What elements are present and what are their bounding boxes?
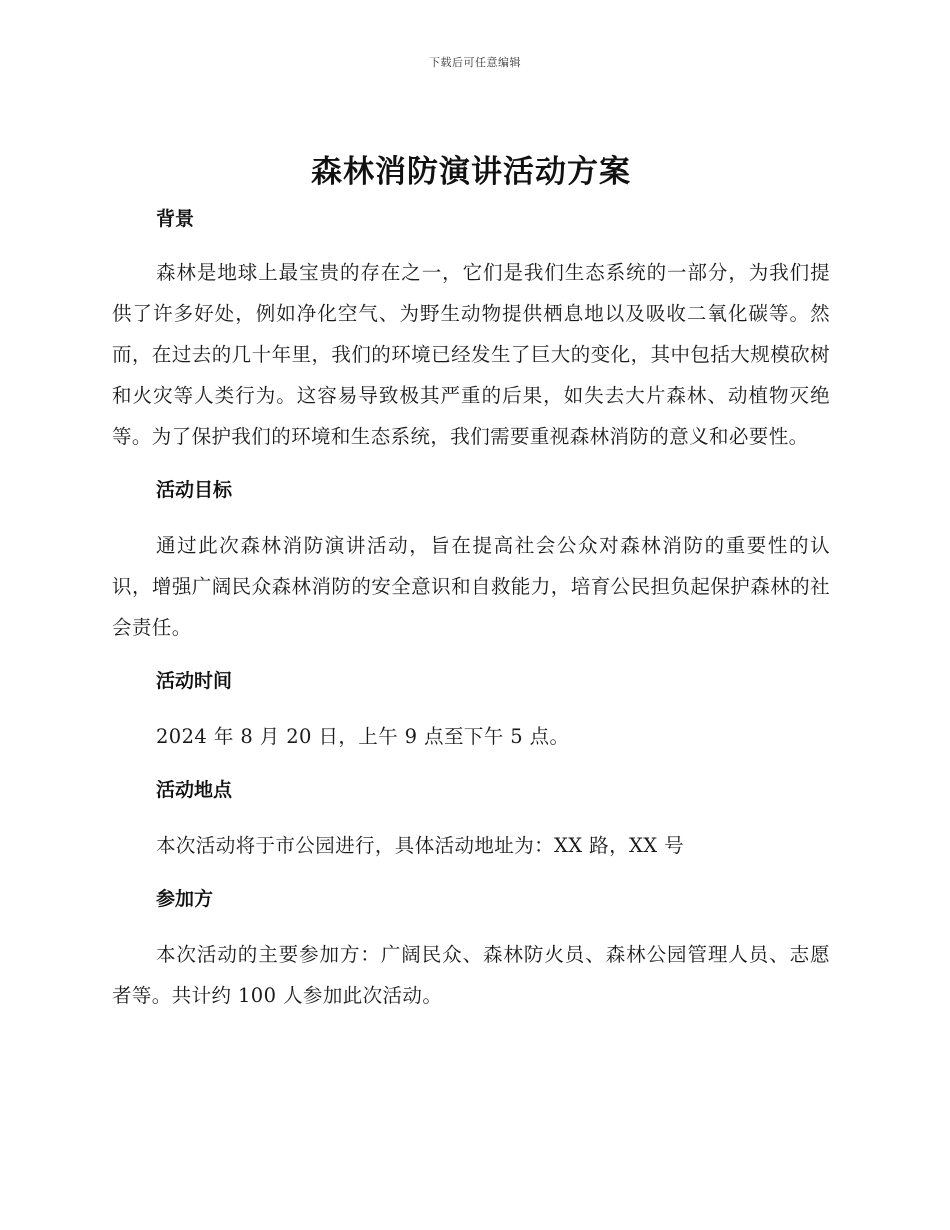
paragraph-goal: 通过此次森林消防演讲活动，旨在提高社会公众对森林消防的重要性的认识，增强广阔民众森林消防的安全意识和自救能力，培育公民担负起保护森林的社会责任。 xyxy=(112,534,830,639)
section-heading-goal: 活动目标 xyxy=(156,479,233,501)
section-heading-location: 活动地点 xyxy=(156,779,233,801)
paragraph-background: 森林是地球上最宝贵的存在之一，它们是我们生态系统的一部分，为我们提供了许多好处，例如净化空气、为野生动物提供栖息地以及吸收二氧化碳等。然而，在过去的几十年里，我们的环境已经发生了巨大的变化，其中包括大规模砍树和火灾等人类行为。这容易导致极其严重的后果，如失去大片森林、动植物灭绝等。为了保护我们的环境和生态系统，我们需要重视森林消防的意义和必要性。 xyxy=(112,261,830,448)
section-participants xyxy=(112,880,830,1016)
section-heading-background: 背景 xyxy=(156,208,195,230)
document-title: 森林消防演讲活动方案 xyxy=(311,154,631,190)
section-goal xyxy=(112,471,830,648)
paragraph-location: 本次活动将于市公园进行，具体活动地址为：XX 路，XX 号 xyxy=(156,834,685,857)
section-heading-time: 活动时间 xyxy=(156,670,233,692)
page-header-note: 下载后可任意编辑 xyxy=(429,56,521,69)
paragraph-participants: 本次活动的主要参加方：广阔民众、森林防火员、森林公园管理人员、志愿者等。共计约 100 人参加此次活动。 xyxy=(112,943,830,1007)
document-body xyxy=(112,146,830,1030)
section-heading-participants: 参加方 xyxy=(156,888,214,910)
paragraph-time: 2024 年 8 月 20 日，上午 9 点至下午 5 点。 xyxy=(156,725,570,748)
section-location xyxy=(112,771,830,866)
section-time xyxy=(112,662,830,757)
section-background xyxy=(112,200,830,457)
